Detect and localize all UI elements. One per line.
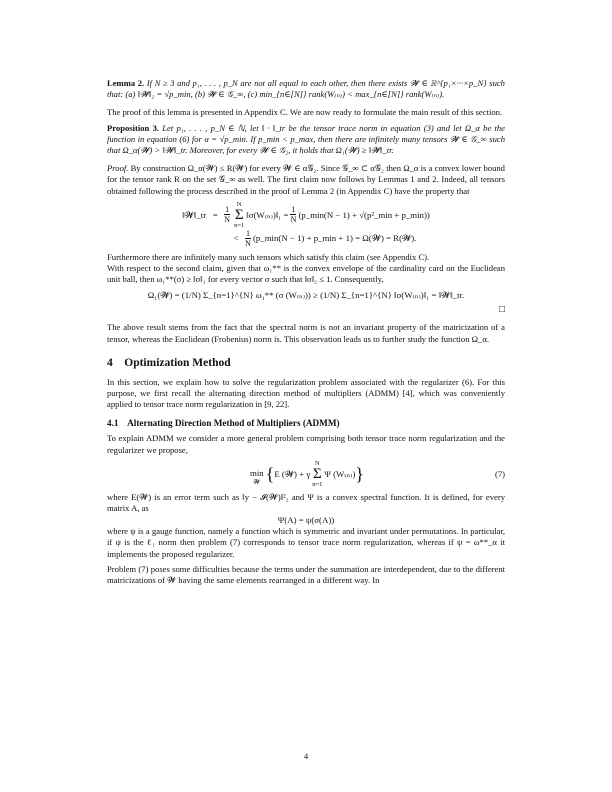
second-claim: With respect to the second claim, given that ω₁** is the convex envelope of the cardinality card on the Euclidean unit ball, then ω₁**(σ) ≥ ‖σ‖₁ for every vector σ such that ‖σ‖₂ ≤ 1. Consequently, — [107, 263, 505, 285]
where-paragraph: where E(𝓦) is an error term such as ‖y − 𝓘(𝓦)‖²₂ and Ψ is a convex spectral function. It is defined, for every matrix A, as — [107, 491, 505, 514]
lemma-2 — [107, 78, 505, 100]
last-paragraph: Problem (7) poses some difficulties because the terms under the summation are interdependent, due to the different matricizations of 𝓦 having the same elements rearranged in a different way. In — [107, 563, 505, 586]
fraction: $\frac{1}{N}$ — [245, 228, 251, 248]
proposition-label: Proposition 3. — [107, 122, 160, 133]
qed-symbol: □ — [498, 304, 505, 316]
fraction: $\frac{1}{N}$ — [290, 205, 297, 225]
proof-text: By construction Ω_α(𝓦) ≤ R(𝓦) for every 𝓦 ∈ α𝒢₂. Since 𝒢_∞ ⊂ α𝒢₂ then Ω_α is a convex lower bound for the tensor rank R on the set 𝒢_∞ as well. The first claim now follows by Lemmas 1 and 2. Indeed, all tensors obtained following the process described in the proof of Lemma 2 (in Appendix C) have the property that — [107, 163, 505, 196]
equation-7: min 𝓦 { E (𝓦) + γ N Σ n=1 Ψ (W₍ₙ₎) } (7) — [249, 459, 505, 488]
proof-label: Proof. — [107, 163, 129, 174]
fraction: $\frac{1}{N}$ — [224, 205, 230, 225]
paper-page — [107, 78, 505, 586]
lemma-line-3: max_{n∈[N]} rank(W₍ₙ₎). — [355, 89, 445, 100]
admm-intro: To explain ADMM we consider a more general problem comprising both tensor trace norm regularization and the regularizer we propose, — [107, 433, 505, 455]
proof-intro: The proof of this lemma is presented in Appendix C. We are now ready to formulate the main result of this section. — [107, 107, 503, 118]
lemma-line-2: 𝓦 ∈ ℝ^{p₁×···×p_N} such that: (a) ‖𝓦‖₂ = √p_min, (b) 𝓦 ∈ 𝒢_∞, (c) min_{n∈[N]} rank(W₍ₙ₎) < — [107, 78, 505, 100]
proposition-3 — [107, 123, 505, 157]
min-operator: min 𝓦 — [249, 468, 264, 487]
remark-paragraph: The above result stems from the fact that the spectral norm is not an invariant property of the matricization of a tensor, whereas the Euclidean (Frobenius) norm is. This observation leads us to further study the function Ω_α. — [107, 322, 505, 344]
equation-norm-line-1: ‖𝓦‖_tr = $\frac{1}{N}$ N Σ n=1 ‖σ(W₍ₙ₎)‖₁ = $\frac{1}{N}$ (p_min(N − 1) + √(p²_min + p_min)) — [182, 200, 430, 229]
equation-number: (7) — [494, 468, 505, 479]
lemma-label: Lemma 2. — [107, 78, 145, 88]
equation-omega-one: Ω₁(𝓦) = (1/N) Σ_{n=1}^{N} ω₁** (σ (W₍ₙ₎)) ≥ (1/N) Σ_{n=1}^{N} ‖σ(W₍ₙ₎)‖₁ = ‖𝓦‖_tr. — [147, 290, 465, 301]
after-proof: Furthermore there are infinitely many such tensors which satisfy this claim (see Appendix C). — [107, 251, 430, 262]
proposition-text: Let p₁, . . . , p_N ∈ ℕ, let ‖ · ‖_tr be the tensor trace norm in equation (3) and let Ω_α be the function in equation (6) for α = √p_min. If p_min < p_max, then there are infinitely many tensors 𝓦 ∈ 𝒢_∞ such that Ω_α(𝓦) > ‖𝓦‖_tr. Moreover, for every 𝓦 ∈ 𝒢₂, it holds that Ω₁(𝓦) ≥ ‖𝓦‖_tr. — [107, 122, 505, 156]
proof-paragraph — [107, 163, 505, 197]
section-intro: In this section, we explain how to solve the regularization problem associated with the regularizer (6). For this purpose, we first recall the alternating direction method of multipliers (ADMM) [4], which was conveniently applied to tensor trace norm regularization in [9, 22]. — [107, 376, 505, 410]
lemma-line-1: If N ≥ 3 and p₁, . . . , p_N are not all equal to each other, then there exists — [146, 78, 408, 88]
section-heading: 4 Optimization Method — [107, 356, 231, 369]
subsection-heading: 4.1 Alternating Direction Method of Multipliers (ADMM) — [107, 418, 340, 429]
equation-norm-line-2: < $\frac{1}{N}$ (p_min(N − 1) + p_min + 1) = Ω(𝓦) = R(𝓦). — [233, 228, 417, 248]
page-number: 4 — [303, 751, 309, 761]
equation-psi: Ψ(A) = ψ(σ(A)) — [277, 515, 335, 526]
gauge-paragraph: where ψ is a gauge function, namely a function which is symmetric and invariant under permutations. In particular, if ψ is the ℓ₁ norm then problem (7) corresponds to tensor trace norm regularization, whereas if ψ = ω**_α it implements the proposed regularizer. — [107, 526, 505, 559]
summation: N Σ n=1 — [312, 459, 323, 488]
summation: N Σ n=1 — [234, 200, 245, 229]
